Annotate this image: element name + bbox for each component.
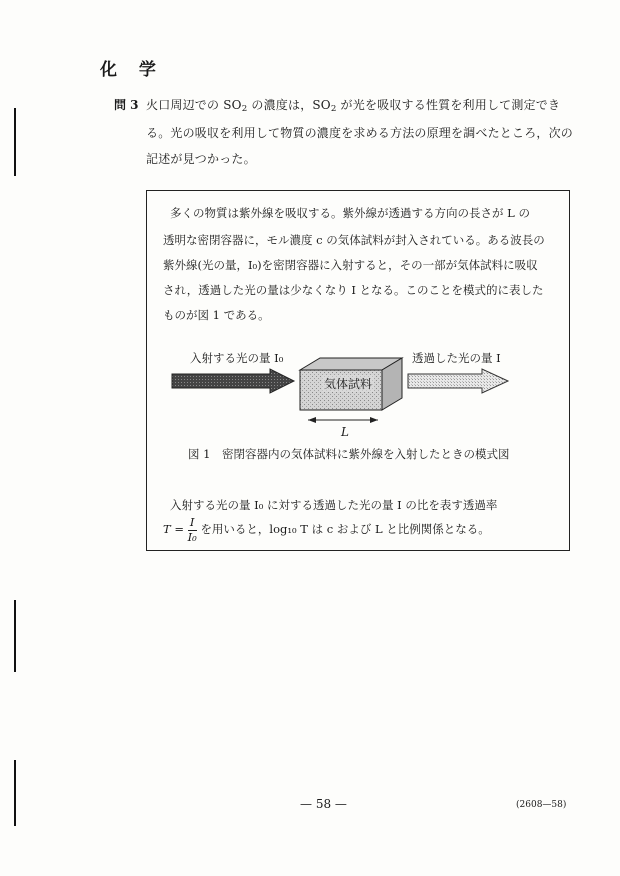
figure-caption: 図 1 密閉容器内の気体試料に紫外線を入射したときの模式図 [188,447,510,461]
box-line-3: 紫外線(光の量，I₀)を密閉容器に入射すると，その一部が気体試料に吸収 [163,258,538,272]
incident-arrow-icon [172,369,294,393]
margin-mark [14,108,16,176]
transmitted-light-label: 透過した光の量 I [412,351,501,365]
incident-light-label: 入射する光の量 I₀ [190,351,284,365]
conclusion-line-1: 入射する光の量 I₀ に対する透過した光の量 I の比を表す透過率 [170,498,498,512]
transmitted-arrow-icon [408,369,508,393]
question-line-1: 火口周辺での $SO_2$ の濃度は，$SO_2$ が光を吸収する性質を利用して測定でき [146,98,561,115]
subject-heading: 化 学 [100,60,164,80]
transmittance-symbol: T = [163,522,184,536]
figure-diagram [160,340,560,460]
box-line-5: ものが図 1 である。 [163,308,270,322]
margin-mark [14,760,16,826]
conclusion-line-2: T = $\frac{I}{\text{I₀}}$ を用いると，log₁₀ T は c および L と比例関係となる。 [163,515,490,544]
question-line-3: 記述が見つかった。 [146,152,256,166]
box-line-1: 多くの物質は紫外線を吸収する。紫外線が透過する方向の長さが L の [170,206,530,220]
question-label: 問 3 [114,98,139,112]
margin-mark [14,600,16,672]
transmittance-fraction: $\frac{I}{\text{I₀}}$ [187,515,197,544]
box-line-4: され，透過した光の量は少なくなり I となる。このことを模式的に表した [163,283,544,297]
container-label: 気体試料 [324,377,373,391]
length-label: L [341,425,349,439]
page-code: (2608—58) [516,800,567,810]
box-line-2: 透明な密閉容器に，モル濃度 c の気体試料が封入されている。ある波長の [163,233,545,247]
page-number: — 58 — [300,797,347,811]
question-line-2: る。光の吸収を利用して物質の濃度を求める方法の原理を調べたところ，次の [146,126,574,140]
